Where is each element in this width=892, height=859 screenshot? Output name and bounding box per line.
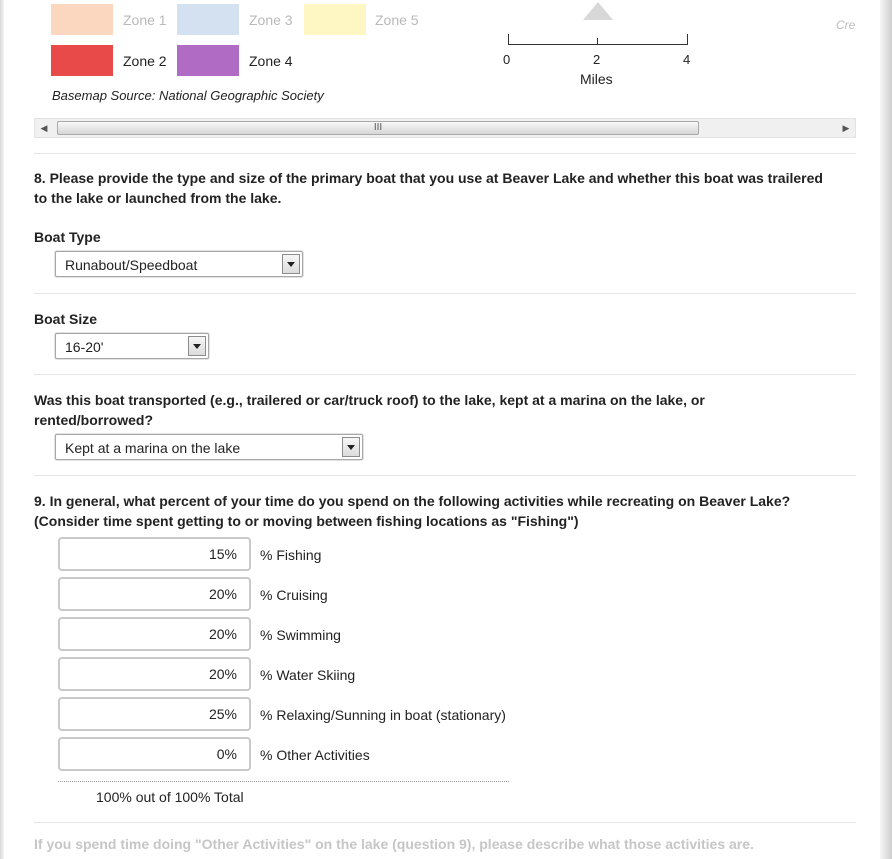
zone-2-swatch bbox=[51, 45, 113, 76]
percent-total: 100% out of 100% Total bbox=[96, 789, 244, 805]
fishing-percent-value: 15% bbox=[208, 546, 237, 562]
boat-size-select[interactable] bbox=[55, 333, 209, 359]
transport-select[interactable] bbox=[55, 434, 363, 460]
zone-5-label: Zone 5 bbox=[375, 12, 419, 28]
other-activities-percent-input[interactable] bbox=[58, 737, 251, 771]
fishing-label: % Fishing bbox=[260, 547, 322, 563]
cruising-percent-input[interactable] bbox=[58, 577, 251, 611]
scale-label-0: 0 bbox=[503, 52, 511, 67]
boat-type-value: Runabout/Speedboat bbox=[65, 257, 198, 273]
scale-unit: Miles bbox=[580, 71, 613, 87]
divider bbox=[34, 153, 856, 154]
water-skiing-label: % Water Skiing bbox=[260, 667, 356, 683]
scroll-right-arrow-icon[interactable]: ▶ bbox=[842, 123, 850, 133]
swimming-percent-input[interactable] bbox=[58, 617, 251, 651]
question-8-emphasis: primary bbox=[310, 170, 363, 186]
relaxing-percent-value: 25% bbox=[208, 706, 237, 722]
basemap-source: Basemap Source: National Geographic Society bbox=[52, 88, 324, 103]
north-arrow-icon bbox=[583, 2, 613, 20]
boat-type-select[interactable] bbox=[55, 251, 303, 277]
zone-5-swatch bbox=[304, 4, 366, 35]
question-8-suffix: boat that you use at Beaver Lake and whether this boat was trailered to the lake or launched from the lake. bbox=[34, 170, 823, 206]
other-activities-percent-value: 0% bbox=[216, 746, 237, 762]
divider bbox=[34, 475, 856, 476]
water-skiing-percent-value: 20% bbox=[208, 666, 237, 682]
window-right-edge bbox=[880, 0, 892, 859]
swimming-label: % Swimming bbox=[260, 627, 341, 643]
divider bbox=[34, 374, 856, 375]
scale-label-4: 4 bbox=[683, 52, 691, 67]
zone-2-label: Zone 2 bbox=[123, 53, 167, 69]
zone-4-label: Zone 4 bbox=[249, 53, 293, 69]
question-8 bbox=[34, 168, 834, 208]
water-skiing-percent-input[interactable] bbox=[58, 657, 251, 691]
boat-type-label: Boat Type bbox=[34, 229, 101, 245]
boat-size-value: 16-20' bbox=[65, 339, 104, 355]
relaxing-percent-input[interactable] bbox=[58, 697, 251, 731]
chevron-down-icon[interactable] bbox=[282, 254, 300, 274]
boat-size-label: Boat Size bbox=[34, 311, 98, 327]
swimming-percent-value: 20% bbox=[208, 626, 237, 642]
question-9: 9. In general, what percent of your time do you spend on the following activities while recreating on Beaver Lake? (Consider time spent getting to or moving between fishing locations as "Fishing") bbox=[34, 493, 791, 529]
question-8-prefix: 8. Please provide the type and size of the bbox=[34, 170, 311, 186]
relaxing-label: % Relaxing/Sunning in boat (stationary) bbox=[260, 707, 506, 723]
window-left-edge bbox=[0, 0, 4, 859]
map-credit: Cre bbox=[836, 18, 856, 32]
scroll-left-arrow-icon[interactable]: ◀ bbox=[40, 123, 48, 133]
transport-question: Was this boat transported (e.g., trailered or car/truck roof) to the lake, kept at a marina on the lake, or rented/borrowed? bbox=[34, 392, 705, 428]
cruising-percent-value: 20% bbox=[208, 586, 237, 602]
zone-3-swatch bbox=[177, 4, 239, 35]
scale-tick-2 bbox=[597, 38, 598, 45]
scale-tick-0 bbox=[508, 34, 509, 45]
divider bbox=[34, 293, 856, 294]
cruising-label: % Cruising bbox=[260, 587, 328, 603]
scrollbar-thumb[interactable] bbox=[57, 121, 699, 135]
chevron-down-icon[interactable] bbox=[188, 336, 206, 356]
scrollbar-grip: III bbox=[373, 122, 383, 133]
total-divider bbox=[58, 781, 509, 782]
divider bbox=[34, 822, 856, 823]
scale-bar-line bbox=[508, 44, 688, 45]
zone-3-label: Zone 3 bbox=[249, 12, 293, 28]
map-horizontal-scrollbar[interactable] bbox=[34, 118, 856, 138]
chevron-down-icon[interactable] bbox=[342, 437, 360, 457]
zone-1-swatch bbox=[51, 4, 113, 35]
fishing-percent-input[interactable] bbox=[58, 537, 251, 571]
next-question: If you spend time doing "Other Activities" on the lake (question 9), please describe what those activities are. bbox=[34, 836, 754, 852]
scale-tick-4 bbox=[687, 34, 688, 45]
zone-4-swatch bbox=[177, 45, 239, 76]
scale-label-2: 2 bbox=[593, 52, 601, 67]
zone-1-label: Zone 1 bbox=[123, 12, 167, 28]
transport-value: Kept at a marina on the lake bbox=[65, 440, 241, 456]
other-activities-label: % Other Activities bbox=[260, 747, 370, 763]
